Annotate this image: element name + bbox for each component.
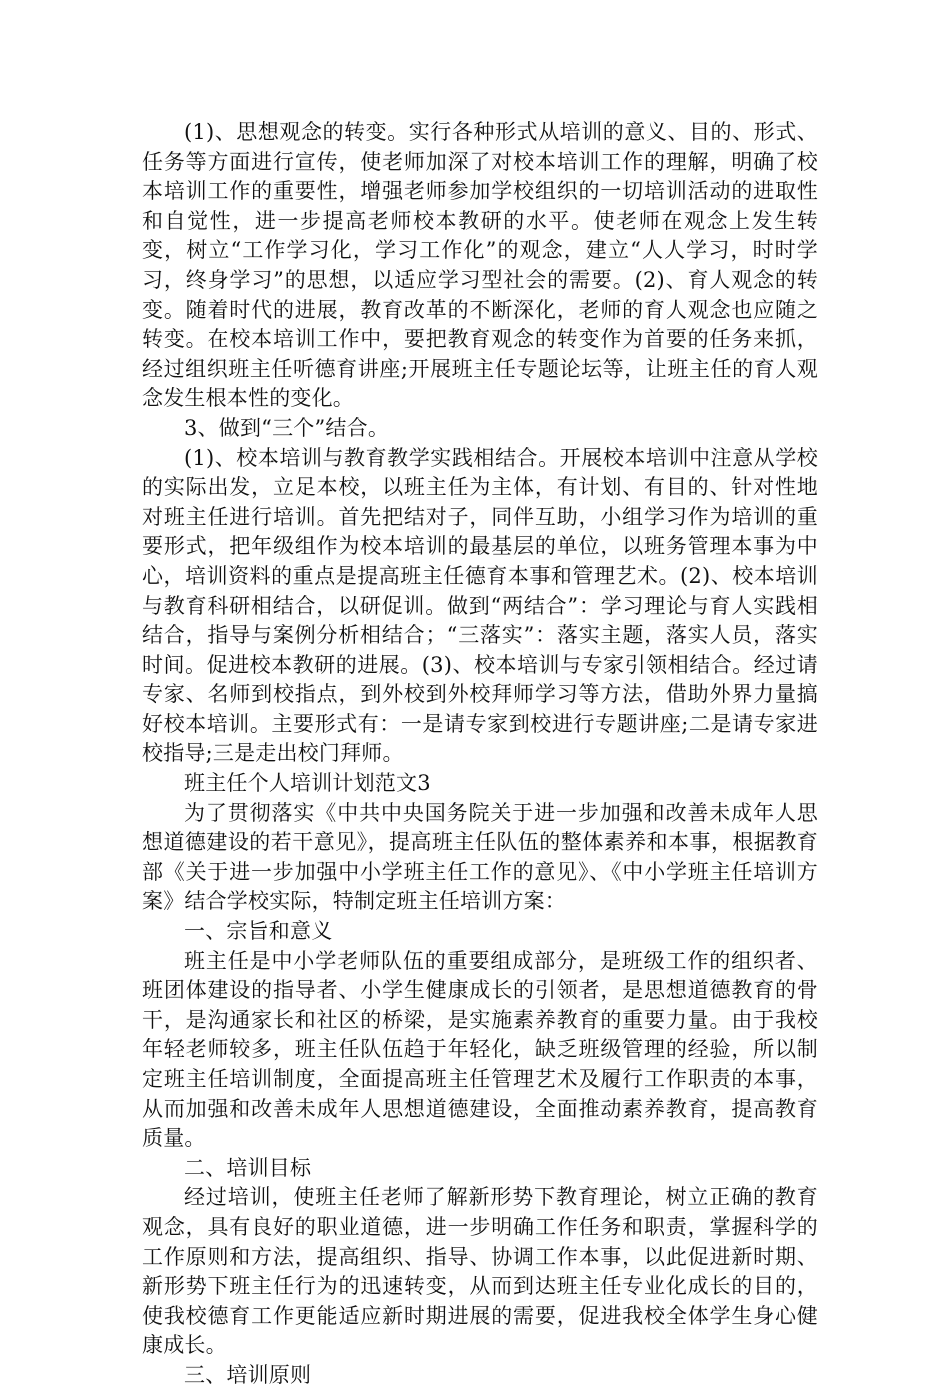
heading-three-combinations: 3、做到“三个”结合。: [184, 415, 390, 440]
heading-sample-3: 班主任个人培训计划范文3: [184, 771, 431, 796]
document-page: [142, 118, 818, 1391]
heading-principles: 三、培训原则: [184, 1362, 312, 1387]
heading-goals: 二、培训目标: [184, 1155, 312, 1180]
paragraph-goals: 经过培训，使班主任老师了解新形势下教育理论，树立正确的教育观念，具有良好的职业道德，进一步明确工作任务和职责，掌握科学的工作原则和方法，提高组织、指导、协调工作本事，以此促进新时期、新形势下班主任行为的迅速转变，从而到达班主任专业化成长的目的，使我校德育工作更能适应新时期进展的需要，促进我校全体学生身心健康成长。: [142, 1185, 818, 1358]
paragraph-intro: 为了贯彻落实《中共中央国务院关于进一步加强和改善未成年人思想道德建设的若干意见》，提高班主任队伍的整体素养和本事，根据教育部《关于进一步加强中小学班主任工作的意见》、《中小学班主任培训方案》结合学校实际，特制定班主任培训方案：: [142, 800, 818, 914]
paragraph-purpose: 班主任是中小学老师队伍的重要组成部分，是班级工作的组织者、班团体建设的指导者、小学生健康成长的引领者，是思想道德教育的骨干，是沟通家长和社区的桥梁，是实施素养教育的重要力量。由于我校年轻老师较多，班主任队伍趋于年轻化，缺乏班级管理的经验，所以制定班主任培训制度，全面提高班主任管理艺术及履行工作职责的本事，从而加强和改善未成年人思想道德建设，全面推动素养教育，提高教育质量。: [142, 948, 818, 1151]
heading-purpose: 一、宗旨和意义: [184, 919, 333, 944]
paragraph-thought-concept: (1)、思想观念的转变。实行各种形式从培训的意义、目的、形式、任务等方面进行宣传，使老师加深了对校本培训工作的理解，明确了校本培训工作的重要性，增强老师参加学校组织的一切培训活动的进取性和自觉性，进一步提高老师校本教研的水平。使老师在观念上发生转变，树立“工作学习化，学习工作化”的观念，建立“人人学习，时时学习，终身学习”的思想，以适应学习型社会的需要。(2)、育人观念的转变。随着时代的进展，教育改革的不断深化，老师的育人观念也应随之转变。在校本培训工作中，要把教育观念的转变作为首要的任务来抓，经过组织班主任听德育讲座;开展班主任专题论坛等，让班主任的育人观念发生根本性的变化。: [142, 120, 818, 411]
paragraph-combinations: (1)、校本培训与教育教学实践相结合。开展校本培训中注意从学校的实际出发，立足本校，以班主任为主体，有计划、有目的、针对性地对班主任进行培训。首先把结对子，同伴互助，小组学习作为培训的重要形式，把年级组作为校本培训的最基层的单位，以班务管理本事为中心，培训资料的重点是提高班主任德育本事和管理艺术。(2)、校本培训与教育科研相结合，以研促训。做到“两结合”：学习理论与育人实践相结合，指导与案例分析相结合；“三落实”：落实主题，落实人员，落实时间。促进校本教研的进展。(3)、校本培训与专家引领相结合。经过请专家、名师到校指点，到外校到外校拜师学习等方法，借助外界力量搞好校本培训。主要形式有：一是请专家到校进行专题讲座;二是请专家进校指导;三是走出校门拜师。: [142, 445, 818, 766]
